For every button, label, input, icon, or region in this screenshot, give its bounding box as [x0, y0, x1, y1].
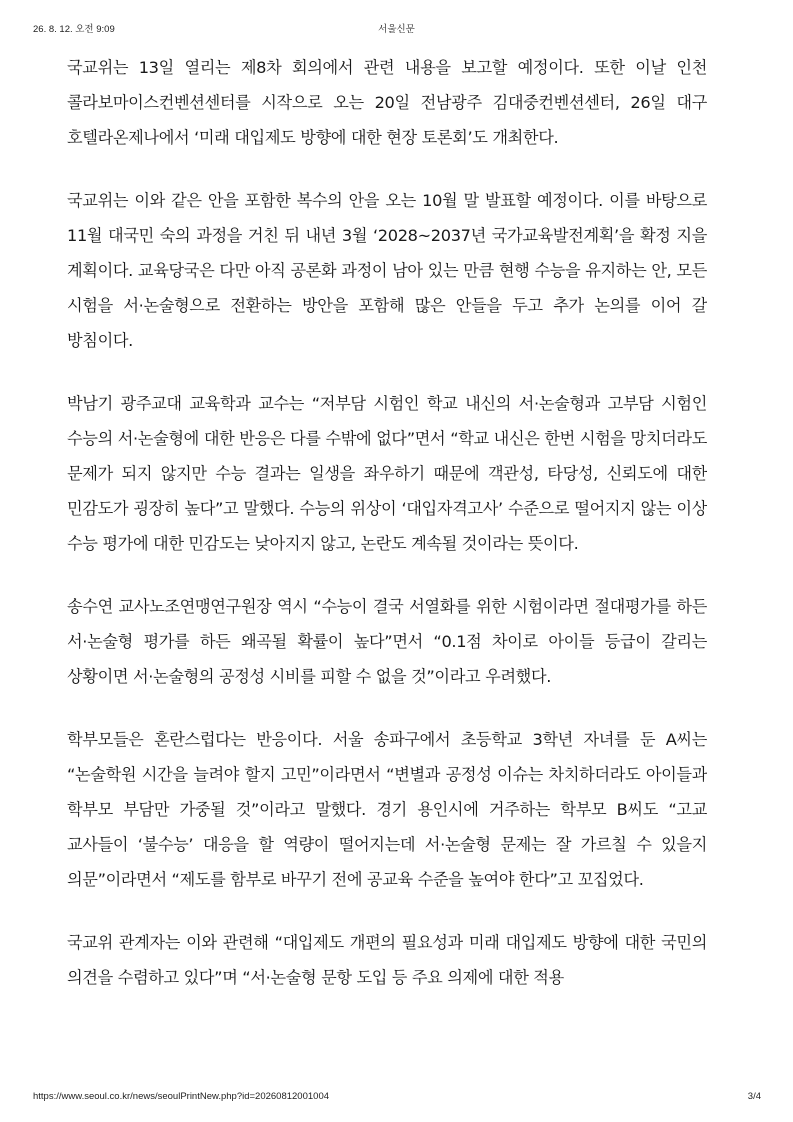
article-paragraph: 송수연 교사노조연맹연구원장 역시 “수능이 결국 서열화를 위한 시험이라면 절대평가를 하든 서·논술형 평가를 하든 왜곡될 확률이 높다”면서 “0.1점 차이로 아이들 등급이 갈리는 상황이면 서·논술형의 공정성 시비를 피할 수 없을 것”이라고 우려했다. [67, 597, 707, 686]
print-datetime: 26. 8. 12. 오전 9:09 [33, 24, 115, 35]
article-paragraph: 박남기 광주교대 교육학과 교수는 “저부담 시험인 학교 내신의 서·논술형과 고부담 시험인 수능의 서·논술형에 대한 반응은 다를 수밖에 없다”면서 “학교 내신은 한번 시험을 망치더라도 문제가 되지 않지만 수능 결과는 일생을 좌우하기 때문에 객관성, 타당성, 신뢰도에 대한 민감도가 굉장히 높다”고 말했다. 수능의 위상이 ‘대입자격고사’ 수준으로 떨어지지 않는 이상 수능 평가에 대한 민감도는 낮아지지 않고, 논란도 계속될 것이라는 뜻이다. [67, 394, 707, 553]
page-number: 3/4 [747, 1091, 761, 1102]
print-url-link[interactable]: https://www.seoul.co.kr/news/seoulPrintNew.php?id=20260812001004 [33, 1091, 330, 1102]
article-body [67, 50, 707, 1085]
article-paragraph: 국교위는 13일 열리는 제8차 회의에서 관련 내용을 보고할 예정이다. 또한 이날 인천 콜라보마이스컨벤션센터를 시작으로 오는 20일 전남광주 김대중컨벤션센터, 26일 대구 호텔라온제나에서 ‘미래 대입제도 방향에 대한 현장 토론회’도 개최한다. [67, 58, 707, 147]
article-paragraph: 학부모들은 혼란스럽다는 반응이다. 서울 송파구에서 초등학교 3학년 자녀를 둔 A씨는 “논술학원 시간을 늘려야 할지 고민”이라면서 “변별과 공정성 이슈는 차치하더라도 아이들과 학부모 부담만 가중될 것”이라고 말했다. 경기 용인시에 거주하는 학부모 B씨도 “고교 교사들이 ‘불수능’ 대응을 할 역량이 떨어지는데 서·논술형 문제는 잘 가르칠 수 있을지 의문”이라면서 “제도를 함부로 바꾸기 전에 공교육 수준을 높여야 한다”고 꼬집었다. [67, 730, 707, 889]
print-footer [0, 1091, 793, 1105]
article-paragraph: 국교위는 이와 같은 안을 포함한 복수의 안을 오는 10월 말 발표할 예정이다. 이를 바탕으로 11월 대국민 숙의 과정을 거친 뒤 내년 3월 ‘2028~2037년 국가교육발전계획’을 확정 지을 계획이다. 교육당국은 다만 아직 공론화 과정이 남아 있는 만큼 현행 수능을 유지하는 안, 모든 시험을 서·논술형으로 전환하는 방안을 포함해 많은 안들을 두고 추가 논의를 이어 갈 방침이다. [67, 191, 707, 350]
print-header [0, 21, 793, 35]
article-paragraph: 국교위 관계자는 이와 관련해 “대입제도 개편의 필요성과 미래 대입제도 방향에 대한 국민의 의견을 수렴하고 있다”며 “서·논술형 문항 도입 등 주요 의제에 대한 적용 [67, 933, 707, 987]
print-site-name: 서울신문 [378, 24, 415, 35]
